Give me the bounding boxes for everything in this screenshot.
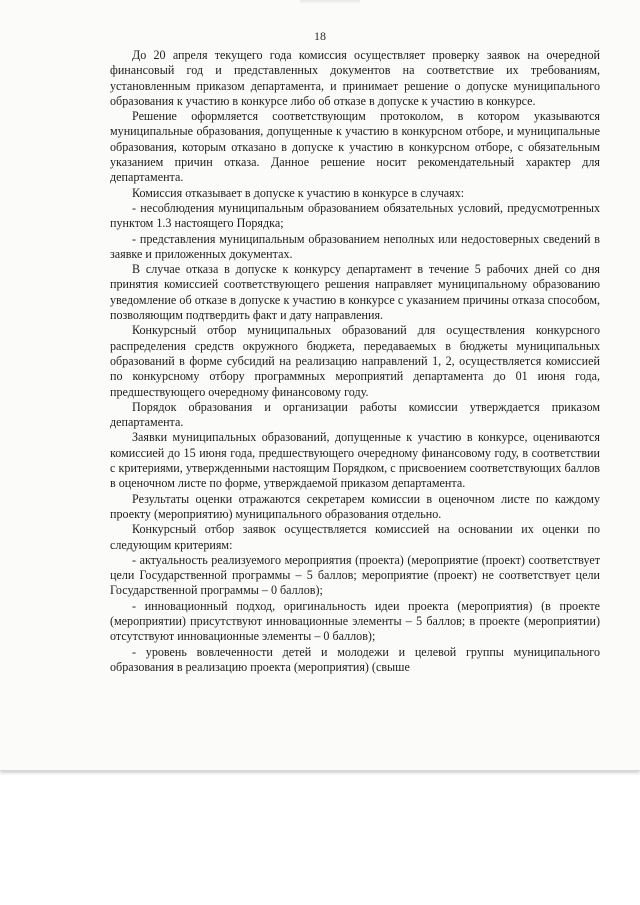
paragraph: В случае отказа в допуске к конкурсу департамент в течение 5 рабочих дней со дня принятия комиссией соответствующего решения направляет муниципальному образованию уведомление об отказе в допуске к участию в конкурсе с указанием причины отказа способом, позволяющим подтвердить факт и дату направления. [110,262,600,323]
paragraph: Порядок образования и организации работы комиссии утверждается приказом департамента. [110,399,600,430]
scan-artifact [300,0,360,4]
page-number: 18 [314,29,326,43]
paragraph: Результаты оценки отражаются секретарем комиссии в оценочном листе по каждому проекту (мероприятию) муниципального образования отдельно. [110,491,600,521]
list-item: - представления муниципальным образованием неполных или недостоверных сведений в заявке и приложенных документах. [110,231,600,261]
list-item: - несоблюдения муниципальным образованием обязательных условий, предусмотренных пунктом 1.3 настоящего Порядка; [110,200,600,231]
paragraph: До 20 апреля текущего года комиссия осуществляет проверку заявок на очередной финансовый год и представленных документов на соответствие их требованиям, установленным приказом департамента, и принимает решение о допуске муниципального образования к участию в конкурсе либо об отказе в допуске к участию в конкурсе. [110,48,600,108]
paragraph: Комиссия отказывает в допуске к участию в конкурсе в случаях: [132,185,465,200]
list-item: - уровень вовлеченности детей и молодежи и целевой группы муниципального образования в реализацию проекта (мероприятия) (свыше [110,644,600,674]
paragraph: Конкурсный отбор заявок осуществляется комиссией на основании их оценки по следующим критериям: [110,522,600,552]
paragraph: Решение оформляется соответствующим протоколом, в котором указываются муниципальные образования, допущенные к участию в конкурсном отборе, и муниципальные образования, которым отказано в допуске к участию в конкурсном отборе, с обязательным указанием причин отказа. Данное решение носит рекомендательный характер для департамента. [110,109,600,185]
list-item: - актуальность реализуемого мероприятия (проекта) (мероприятие (проект) соответствует цели Государственной программы – 5 баллов; мероприятие (проект) не соответствует цели Государственной программы – 0 баллов); [110,552,600,598]
list-item: - инновационный подход, оригинальность идеи проекта (мероприятия) (в проекте (мероприятии) присутствуют инновационные элементы – 5 баллов; в проекте (мероприятии) отсутствуют инновационные элементы – 0 баллов); [110,598,600,644]
paragraph: Заявки муниципальных образований, допущенные к участию в конкурсе, оцениваются комиссией до 15 июня года, предшествующего очередному финансовому году, в соответствии с критериями, утвержденными настоящим Порядком, с присвоением соответствующих баллов в оценочном листе по форме, утверждаемой приказом департамента. [110,430,600,491]
document-body [110,48,600,675]
paragraph: Конкурсный отбор муниципальных образований для осуществления конкурсного распределения средств окружного бюджета, передаваемых в бюджеты муниципальных образований в форме субсидий на реализацию направлений 1, 2, осуществляется комиссией по конкурсному отбору программных мероприятий департамента до 01 июня года, предшествующего очередному финансовому году. [110,323,600,399]
